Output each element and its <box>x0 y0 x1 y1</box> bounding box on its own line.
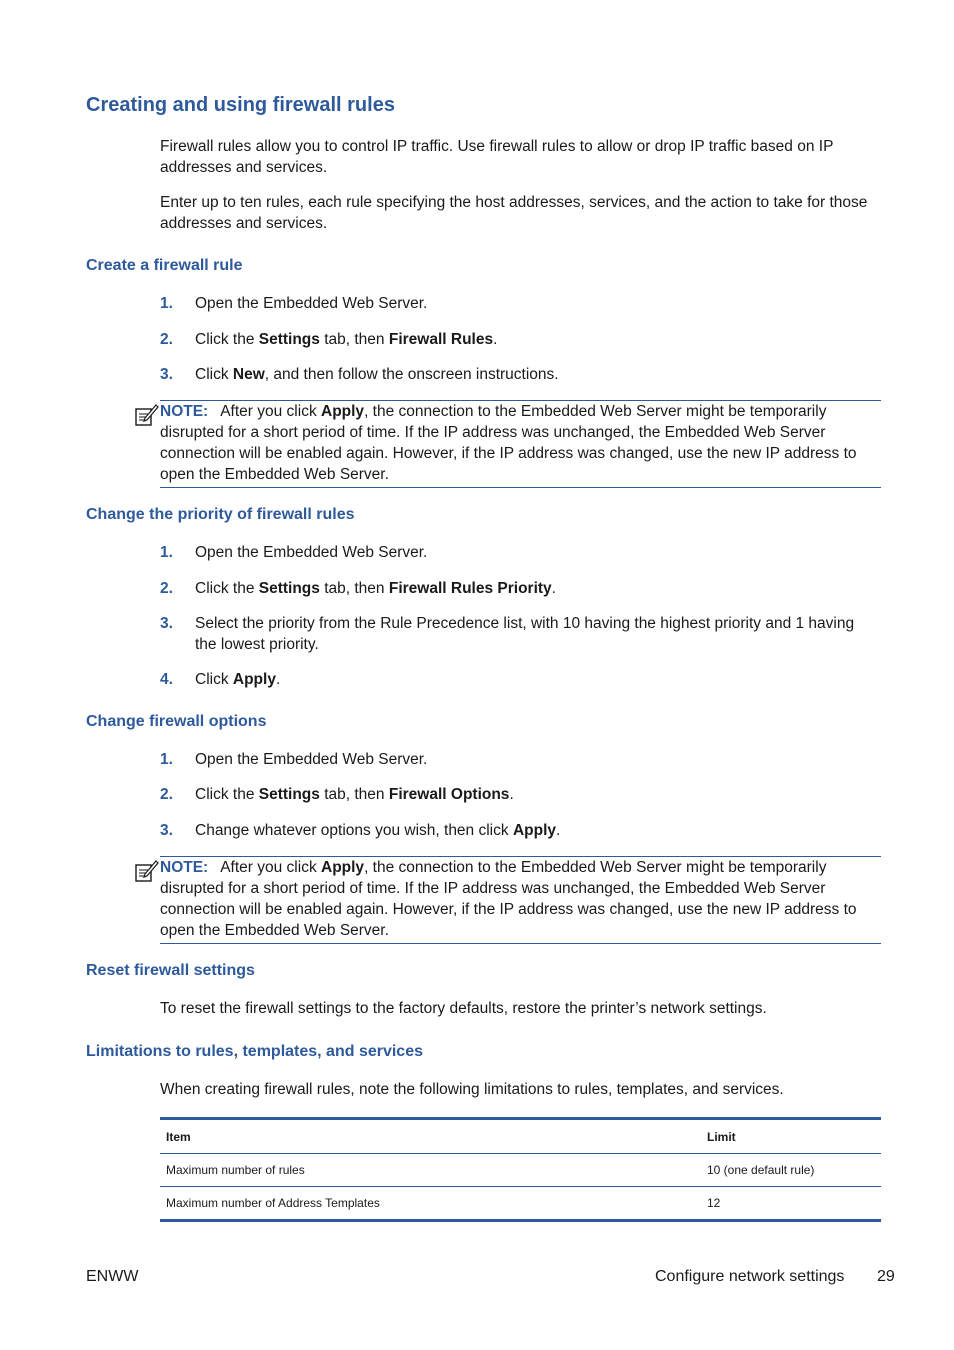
column-header-item: Item <box>160 1119 701 1154</box>
step-text: Click the Settings tab, then Firewall Options. <box>195 786 514 803</box>
step-text: Click New, and then follow the onscreen instructions. <box>195 366 559 383</box>
section-heading-create: Create a firewall rule <box>86 257 243 274</box>
page-number: 29 <box>877 1268 895 1285</box>
step-text: Select the priority from the Rule Precedence list, with 10 having the highest priority and 1 having the lowest priority. <box>195 615 855 653</box>
table-header-row <box>160 1119 881 1154</box>
column-header-limit: Limit <box>701 1119 881 1154</box>
step-text: Click the Settings tab, then Firewall Rules. <box>195 331 498 348</box>
reset-paragraph: To reset the firewall settings to the factory defaults, restore the printer’s network settings. <box>160 1000 767 1017</box>
note-label: NOTE: <box>160 403 209 420</box>
footer-section-title: Configure network settings <box>655 1268 845 1285</box>
section-heading-limits: Limitations to rules, templates, and services <box>86 1043 423 1060</box>
table-row <box>160 1154 881 1187</box>
note-options: NOTE: After you click Apply, the connection to the Embedded Web Server might be temporarily disrupted for a short period of time. If the IP address was unchanged, the Embedded Web Server connection will be enabled again. However, if the IP address was changed, use the new IP address to open the Embedded Web Server. <box>160 856 881 944</box>
table-cell: 10 (one default rule) <box>701 1154 881 1187</box>
step-text: Click the Settings tab, then Firewall Rules Priority. <box>195 580 556 597</box>
table-cell: Maximum number of Address Templates <box>166 1196 380 1210</box>
footer-left: ENWW <box>86 1268 139 1285</box>
table-cell: 12 <box>707 1196 721 1210</box>
step-number: 1. <box>160 751 173 768</box>
step-number: 2. <box>160 331 173 348</box>
step-number: 2. <box>160 580 173 597</box>
section-heading-reset: Reset firewall settings <box>86 962 255 979</box>
section-heading-options: Change firewall options <box>86 713 267 730</box>
step-number: 4. <box>160 671 173 688</box>
table-row <box>160 1187 881 1221</box>
step-text: Open the Embedded Web Server. <box>195 295 428 312</box>
step-number: 2. <box>160 786 173 803</box>
step-text: Open the Embedded Web Server. <box>195 751 428 768</box>
intro-paragraph-2: Enter up to ten rules, each rule specifying the host addresses, services, and the action to take for those addresses and services. <box>160 194 868 232</box>
limits-table <box>160 1117 881 1222</box>
table-cell: Maximum number of rules <box>160 1154 701 1187</box>
step-number: 1. <box>160 295 173 312</box>
note-pencil-icon <box>133 858 159 884</box>
step-number: 1. <box>160 544 173 561</box>
step-text: Open the Embedded Web Server. <box>195 544 428 561</box>
step-number: 3. <box>160 615 173 632</box>
page-title: Creating and using firewall rules <box>86 94 395 116</box>
step-number: 3. <box>160 366 173 383</box>
section-heading-priority: Change the priority of firewall rules <box>86 506 355 523</box>
step-text: Change whatever options you wish, then click Apply. <box>195 822 561 839</box>
note-label: NOTE: <box>160 859 209 876</box>
limits-paragraph: When creating firewall rules, note the following limitations to rules, templates, and services. <box>160 1081 784 1098</box>
note-pencil-icon <box>133 402 159 428</box>
step-number: 3. <box>160 822 173 839</box>
step-text: Click Apply. <box>195 671 281 688</box>
intro-paragraph-1: Firewall rules allow you to control IP traffic. Use firewall rules to allow or drop IP traffic based on IP addresses and services. <box>160 138 834 176</box>
note-create: NOTE: After you click Apply, the connection to the Embedded Web Server might be temporarily disrupted for a short period of time. If the IP address was unchanged, the Embedded Web Server connection will be enabled again. However, if the IP address was changed, use the new IP address to open the Embedded Web Server. <box>160 400 881 488</box>
